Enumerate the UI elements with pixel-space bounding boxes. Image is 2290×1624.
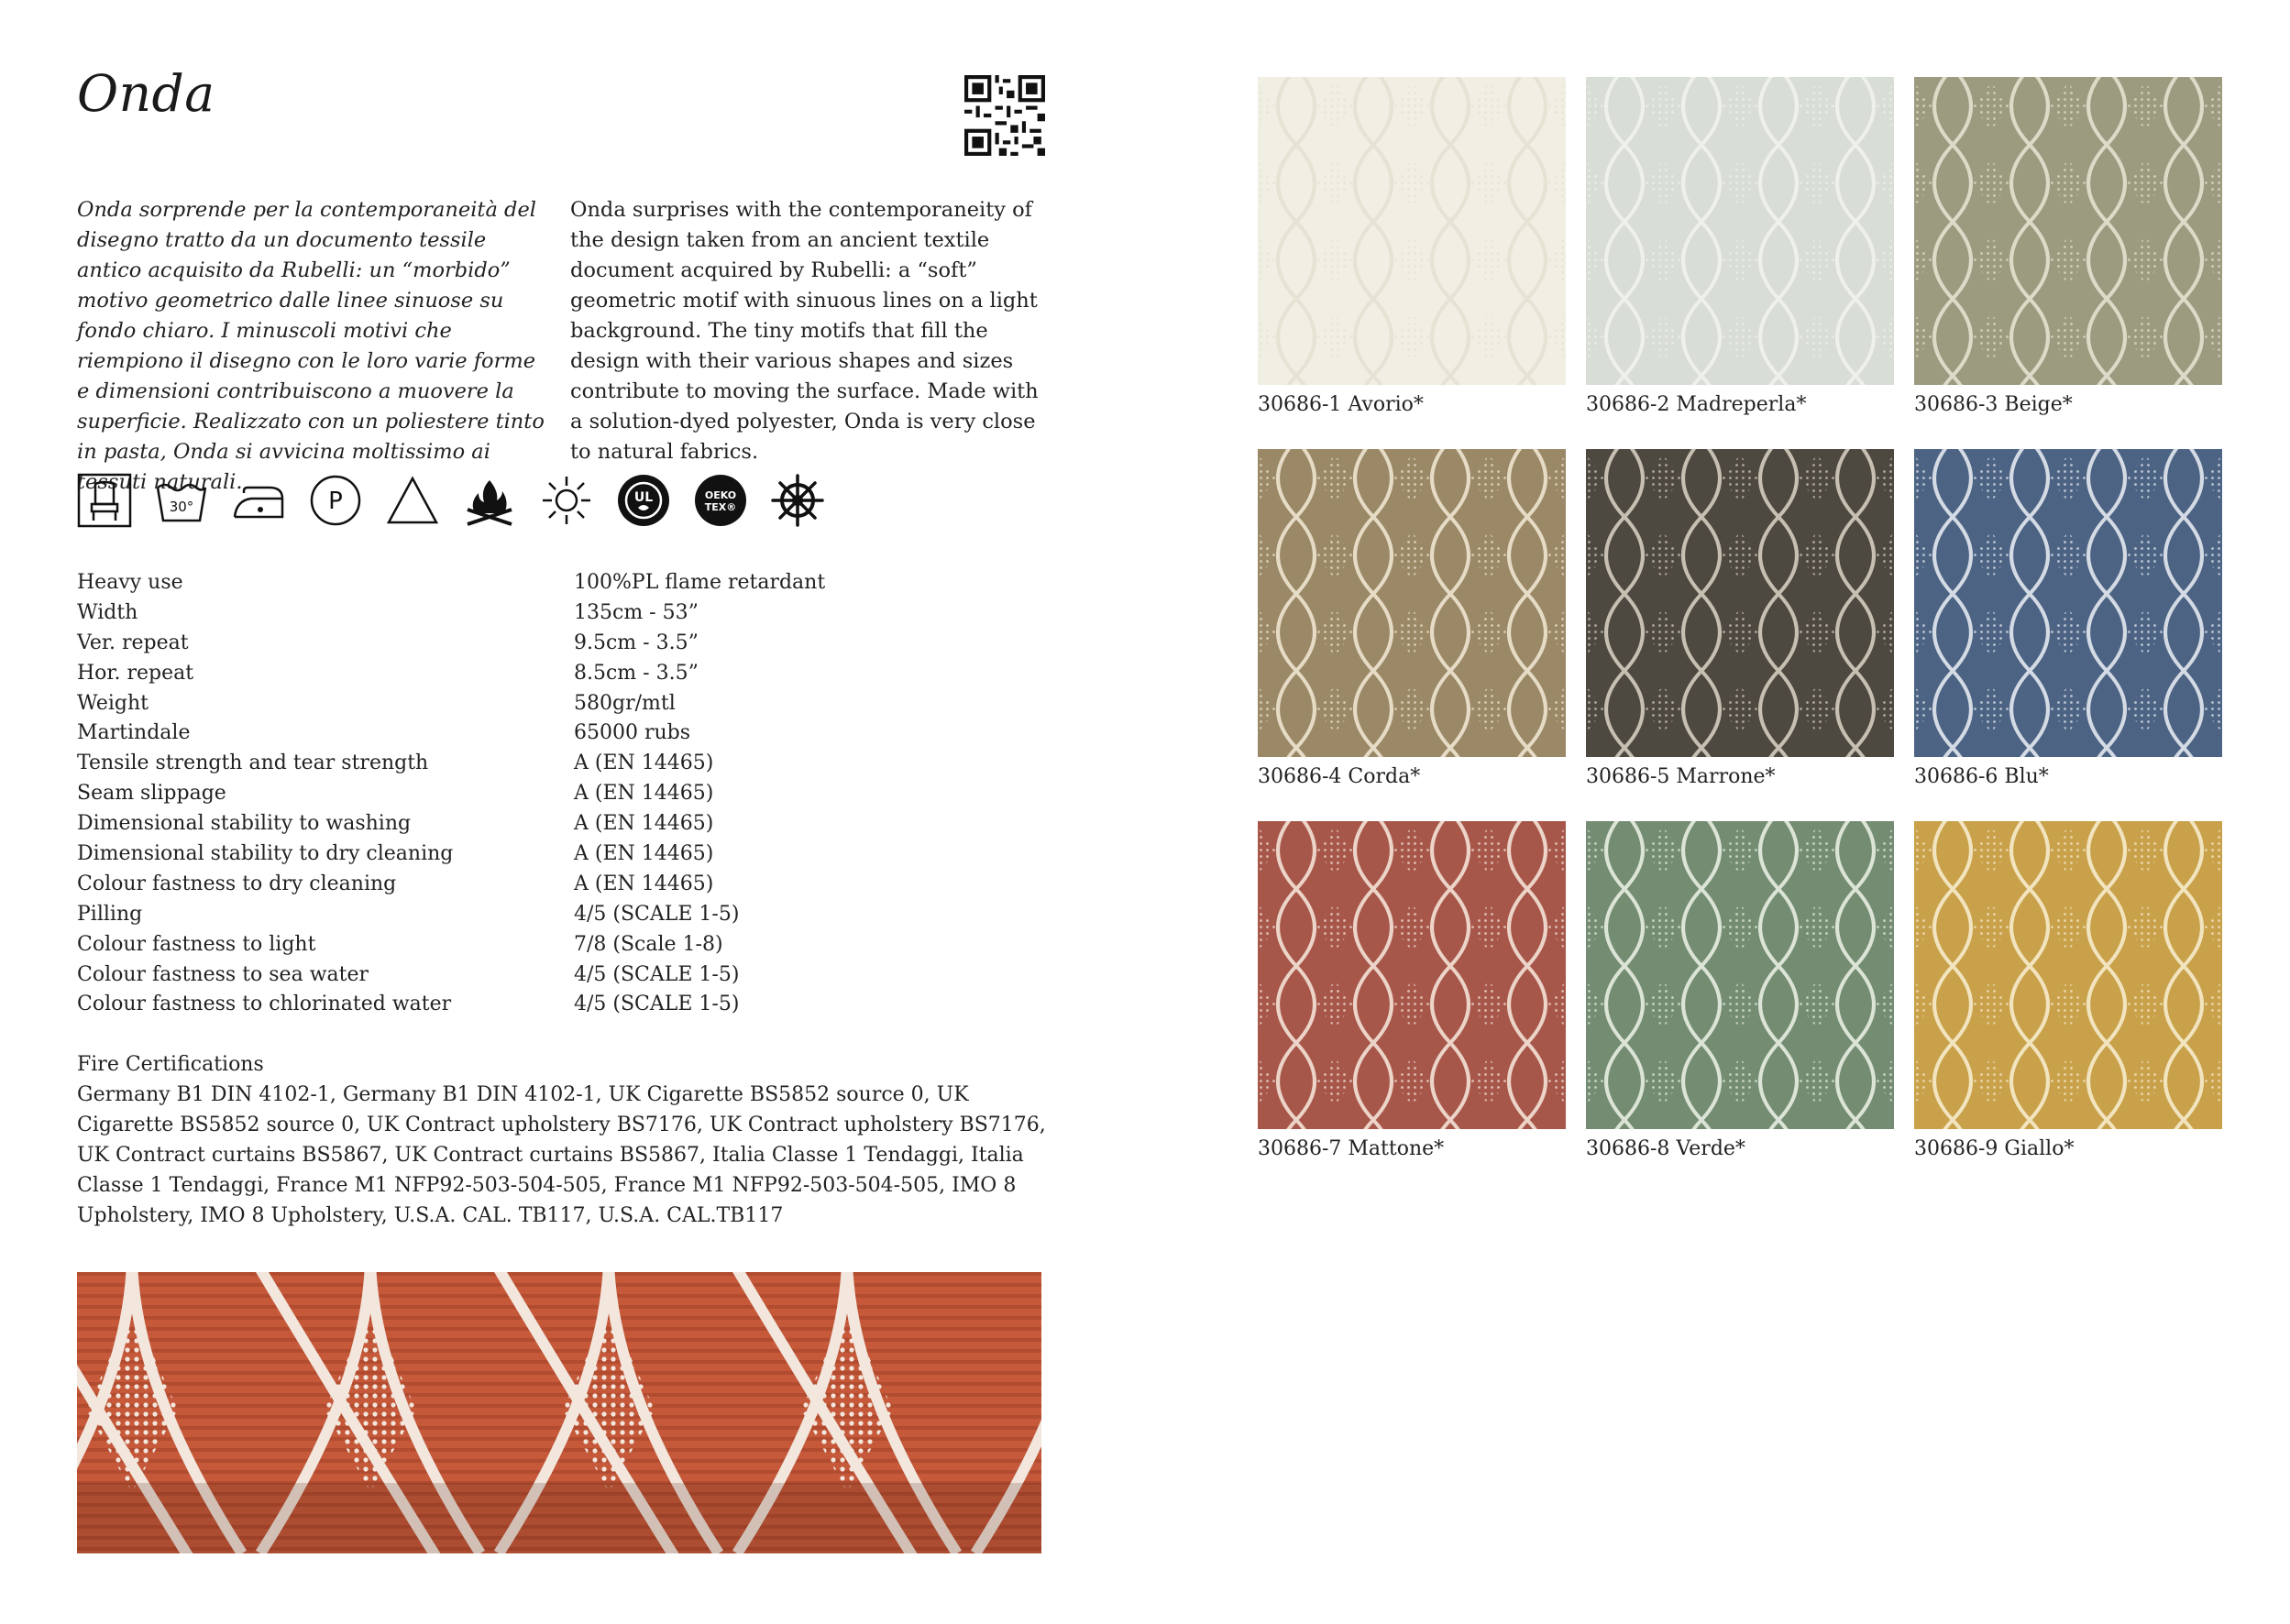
wash-30-icon — [154, 473, 209, 528]
care-icons-row — [77, 472, 825, 529]
light-fastness-sun-icon — [539, 473, 594, 528]
spec-label: Seam slippage — [77, 782, 226, 806]
spec-value: A (EN 14465) — [574, 872, 714, 895]
spec-value: 135cm - 53” — [574, 600, 699, 624]
spec-value: A (EN 14465) — [574, 782, 714, 806]
spec-value: 4/5 (SCALE 1-5) — [574, 962, 740, 986]
spec-label: Pilling — [77, 902, 143, 926]
ul-certification-icon — [616, 473, 671, 528]
description-english: Onda surprises with the contemporaneity of the design taken from an ancient textile document acquired by Rubelli: a “soft” geometric motif with sinuous lines on a light background. The tiny motifs that fill the design with their various shapes and sizes contribute to moving the surface. Made with a solution-dyed polyester, Onda is very close to natural fabrics. — [570, 198, 1039, 464]
ul-label: UL — [633, 490, 654, 505]
swatch-label: 30686-4 Corda* — [1258, 765, 1421, 788]
spec-label: Ver. repeat — [77, 631, 189, 654]
iron-low-icon — [231, 473, 286, 528]
upholstery-chair-icon — [77, 473, 132, 528]
dry-clean-label: P — [328, 488, 343, 515]
spec-row — [77, 779, 1049, 809]
spec-value: 100%PL flame retardant — [574, 571, 826, 594]
spec-value: 8.5cm - 3.5” — [574, 661, 699, 685]
spec-row — [77, 719, 1049, 749]
fabric-closeup-image — [77, 1272, 1041, 1553]
spec-label: Heavy use — [77, 571, 183, 594]
swatch-image[interactable] — [1586, 77, 1894, 385]
spec-row — [77, 839, 1049, 870]
spec-row — [77, 930, 1049, 960]
swatch-label: 30686-1 Avorio* — [1258, 393, 1424, 416]
spec-row — [77, 689, 1049, 719]
spec-label: Dimensional stability to dry cleaning — [77, 842, 454, 866]
swatch-label: 30686-6 Blu* — [1914, 765, 2049, 788]
spec-value: 7/8 (Scale 1-8) — [574, 932, 723, 956]
dry-clean-p-icon — [308, 473, 363, 528]
swatch-image[interactable] — [1914, 449, 2222, 757]
spec-row — [77, 809, 1049, 839]
spec-value: 4/5 (SCALE 1-5) — [574, 993, 740, 1016]
spec-label: Colour fastness to dry cleaning — [77, 872, 397, 895]
spec-label: Width — [77, 600, 138, 624]
spec-label: Colour fastness to sea water — [77, 962, 369, 986]
spec-label: Weight — [77, 691, 149, 715]
swatch-label: 30686-5 Marrone* — [1586, 765, 1776, 788]
swatch-label: 30686-9 Giallo* — [1914, 1137, 2075, 1160]
oeko-tex-icon — [693, 473, 748, 528]
swatch-image[interactable] — [1914, 77, 2222, 385]
spec-value: A (EN 14465) — [574, 842, 714, 866]
fire-certifications-title: Fire Certifications — [77, 1053, 264, 1076]
spec-label: Martindale — [77, 721, 191, 745]
spec-row — [77, 960, 1049, 991]
spec-row — [77, 749, 1049, 779]
swatch-label: 30686-8 Verde* — [1586, 1137, 1745, 1160]
swatch-label: 30686-7 Mattone* — [1258, 1137, 1445, 1160]
spec-row — [77, 568, 1049, 598]
spec-label: Tensile strength and tear strength — [77, 752, 429, 775]
spec-label: Dimensional stability to washing — [77, 812, 412, 836]
swatch-image[interactable] — [1258, 449, 1566, 757]
spec-row — [77, 598, 1049, 629]
fire-certifications — [77, 1049, 1049, 1231]
spec-row — [77, 629, 1049, 659]
swatch-image[interactable] — [1586, 821, 1894, 1129]
spec-row — [77, 990, 1049, 1020]
spec-value: 65000 rubs — [574, 721, 691, 745]
spec-value: A (EN 14465) — [574, 752, 714, 775]
spec-row — [77, 659, 1049, 689]
swatch-image[interactable] — [1586, 449, 1894, 757]
oeko-label-1: OEKO — [704, 489, 737, 501]
swatch-image[interactable] — [1258, 77, 1566, 385]
swatch-label: 30686-3 Beige* — [1914, 393, 2073, 416]
page-title: Onda — [77, 64, 215, 123]
swatch-label: 30686-2 Madreperla* — [1586, 393, 1807, 416]
spec-row — [77, 900, 1049, 930]
spec-row — [77, 870, 1049, 900]
spec-value: 9.5cm - 3.5” — [574, 631, 699, 654]
spec-value: A (EN 14465) — [574, 812, 714, 836]
qr-code-icon — [964, 75, 1045, 156]
marine-helm-icon — [770, 473, 825, 528]
description-italian: Onda sorprende per la contemporaneità del disegno tratto da un documento tessile antico acquisito da Rubelli: un “morbido” motivo geometrico dalle linee sinuose su fondo chiaro. I minuscoli motivi che riempiono il disegno con le loro varie forme e dimensioni contribuiscono a muovere la superficie. Realizzato con un poliestere tinto in pasta, Onda si avvicina moltissimo ai tessuti naturali. — [77, 198, 545, 494]
spec-value: 4/5 (SCALE 1-5) — [574, 902, 740, 926]
bleach-triangle-icon — [385, 473, 440, 528]
spec-label: Colour fastness to light — [77, 932, 316, 956]
specifications-table — [77, 568, 1049, 1020]
fire-certifications-text: Germany B1 DIN 4102-1, Germany B1 DIN 4102-1, UK Cigarette BS5852 source 0, UK Cigarette BS5852 source 0, UK Contract upholstery BS7176, UK Contract upholstery BS7176, UK Contract curtains BS5867, UK Contract curtains BS5867, Italia Classe 1 Tendaggi, Italia Classe 1 Tendaggi, France M1 NFP92-503-504-505, France M1 NFP92-503-504-505, IMO 8 Upholstery, IMO 8 Upholstery, U.S.A. CAL. TB117, U.S.A. CAL.TB117 — [77, 1083, 1046, 1227]
swatch-image[interactable] — [1258, 821, 1566, 1129]
swatch-image[interactable] — [1914, 821, 2222, 1129]
oeko-label-2: TEX® — [704, 501, 737, 513]
flame-retardant-icon — [462, 473, 517, 528]
wash-temp-label: 30° — [169, 499, 194, 515]
spec-value: 580gr/mtl — [574, 691, 676, 715]
spec-label: Hor. repeat — [77, 661, 194, 685]
spec-label: Colour fastness to chlorinated water — [77, 993, 452, 1016]
